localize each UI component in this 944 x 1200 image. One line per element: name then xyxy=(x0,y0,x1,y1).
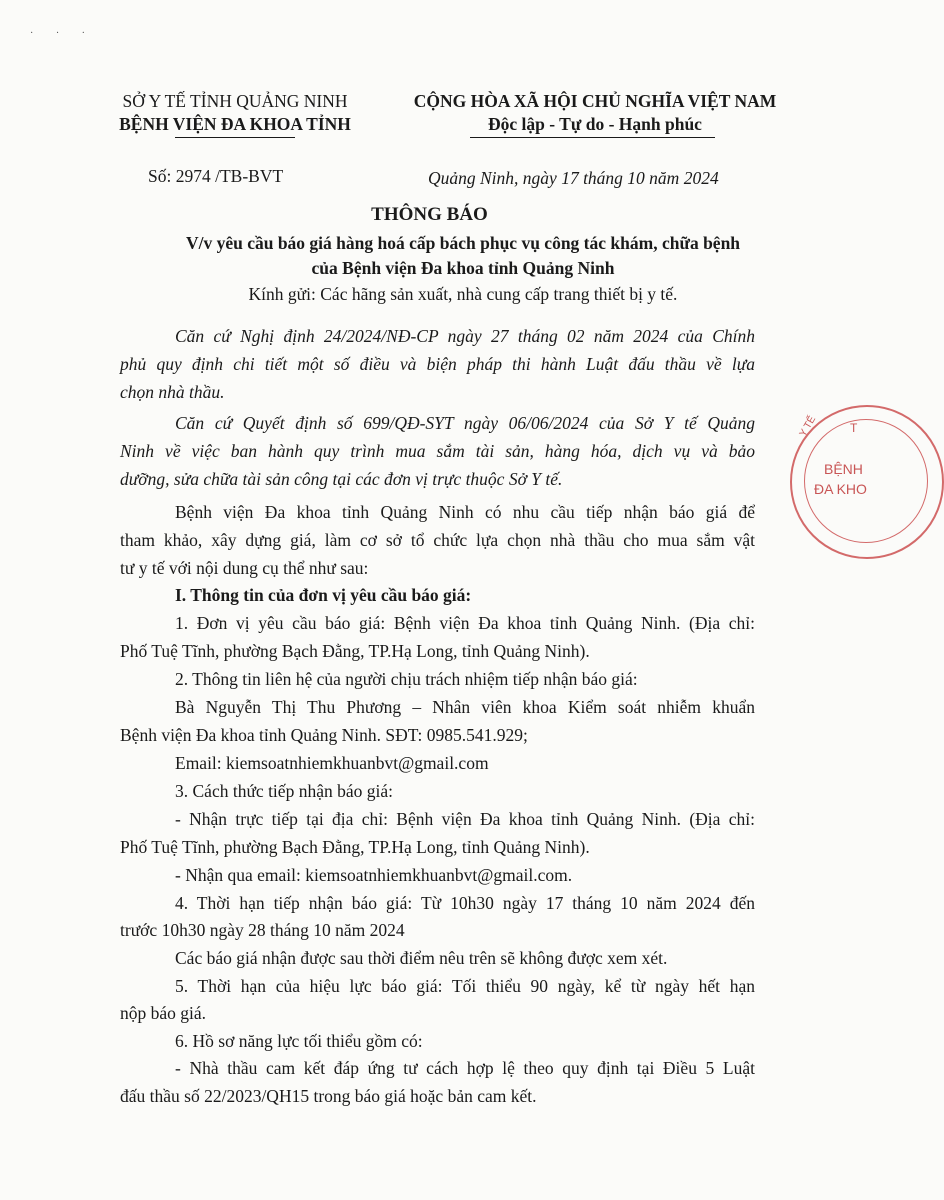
item4-line3: Các báo giá nhận được sau thời điểm nêu trên sẽ không được xem xét. xyxy=(175,948,668,968)
item1-line2: Phố Tuệ Tĩnh, phường Bạch Đằng, TP.Hạ Long, tỉnh Quảng Ninh). xyxy=(120,641,590,661)
basis1-line1: Căn cứ Nghị định 24/2024/NĐ-CP ngày 27 tháng 02 năm 2024 của Chính xyxy=(175,326,755,346)
header-right-line2: Độc lập - Tự do - Hạnh phúc xyxy=(488,114,702,134)
item2-line2: Bà Nguyễn Thị Thu Phương – Nhân viên khoa Kiểm soát nhiễm khuẩn xyxy=(175,697,755,717)
item1-line1: 1. Đơn vị yêu cầu báo giá: Bệnh viện Đa khoa tỉnh Quảng Ninh. (Địa chỉ: xyxy=(175,613,755,633)
item2-line1: 2. Thông tin liên hệ của người chịu trách nhiệm tiếp nhận báo giá: xyxy=(175,669,638,689)
item3-line4: - Nhận qua email: kiemsoatnhiemkhuanbvt@gmail.com. xyxy=(175,865,573,885)
stamp-text-left: Y TẾ xyxy=(797,414,819,439)
stamp-text-mid1: BỆNH xyxy=(824,461,863,477)
intro-line1: Bệnh viện Đa khoa tỉnh Quảng Ninh có nhu cầu tiếp nhận báo giá để xyxy=(175,502,755,522)
item6-line2: - Nhà thầu cam kết đáp ứng tư cách hợp lệ theo quy định tại Điều 5 Luật xyxy=(175,1058,755,1078)
doc-number: Số: 2974 /TB-BVT xyxy=(148,166,284,186)
item5-line2: nộp báo giá. xyxy=(120,1003,207,1023)
item3-line1: 3. Cách thức tiếp nhận báo giá: xyxy=(175,781,393,801)
scan-specks: · · · xyxy=(30,28,95,39)
recipient: Kính gửi: Các hãng sản xuất, nhà cung cấp trang thiết bị y tế. xyxy=(248,284,678,304)
item2-line3: Bệnh viện Đa khoa tỉnh Quảng Ninh. SĐT: 0985.541.929; xyxy=(120,725,528,745)
header-right xyxy=(380,90,810,136)
doc-title: THÔNG BÁO xyxy=(371,204,488,225)
header-left-line2: BỆNH VIỆN ĐA KHOA TỈNH xyxy=(119,114,351,134)
item3-line3: Phố Tuệ Tĩnh, phường Bạch Đằng, TP.Hạ Long, tỉnh Quảng Ninh). xyxy=(120,837,590,857)
item5-line1: 5. Thời hạn của hiệu lực báo giá: Tối thiểu 90 ngày, kể từ ngày hết hạn xyxy=(175,976,755,996)
item4-line1: 4. Thời hạn tiếp nhận báo giá: Từ 10h30 ngày 17 tháng 10 năm 2024 đến xyxy=(175,893,755,913)
item3-line2: - Nhận trực tiếp tại địa chỉ: Bệnh viện Đa khoa tỉnh Quảng Ninh. (Địa chỉ: xyxy=(175,809,755,829)
item6-line1: 6. Hồ sơ năng lực tối thiểu gồm có: xyxy=(175,1031,423,1051)
basis2-line3: dưỡng, sửa chữa tài sản công tại các đơn vị trực thuộc Sở Y tế. xyxy=(120,469,563,489)
subject-line1: V/v yêu cầu báo giá hàng hoá cấp bách phục vụ công tác khám, chữa bệnh xyxy=(185,233,741,253)
item2-email: Email: kiemsoatnhiemkhuanbvt@gmail.com xyxy=(175,753,489,773)
header-right-line1: CỘNG HÒA XÃ HỘI CHỦ NGHĨA VIỆT NAM xyxy=(413,91,777,111)
stamp-text-top: T xyxy=(850,421,858,435)
item4-line2: trước 10h30 ngày 28 tháng 10 năm 2024 xyxy=(120,920,405,940)
basis2-line2: Ninh về việc ban hành quy trình mua sắm tài sản, hàng hóa, dịch vụ và bảo xyxy=(120,441,755,461)
header-left-rule xyxy=(175,137,295,138)
stamp-text-mid2: ĐA KHO xyxy=(814,481,867,497)
header-left-line1: SỞ Y TẾ TỈNH QUẢNG NINH xyxy=(122,91,348,111)
basis1-line3: chọn nhà thầu. xyxy=(120,382,225,402)
basis2-line1: Căn cứ Quyết định số 699/QĐ-SYT ngày 06/06/2024 của Sở Y tế Quảng xyxy=(175,413,755,433)
item6-line3: đấu thầu số 22/2023/QH15 trong báo giá hoặc bản cam kết. xyxy=(120,1086,537,1106)
section1-heading: I. Thông tin của đơn vị yêu cầu báo giá: xyxy=(175,585,472,605)
intro-line3: tư y tế với nội dung cụ thể như sau: xyxy=(120,558,369,578)
header-right-rule xyxy=(470,137,715,138)
place-date: Quảng Ninh, ngày 17 tháng 10 năm 2024 xyxy=(428,168,719,188)
intro-line2: tham khảo, xây dựng giá, làm cơ sở tổ chức lựa chọn nhà thầu cho mua sắm vật xyxy=(120,530,755,550)
basis1-line2: phủ quy định chi tiết một số điều và biện pháp thi hành Luật đấu thầu về lựa xyxy=(120,354,755,374)
header-left xyxy=(95,90,375,136)
subject-line2: của Bệnh viện Đa khoa tỉnh Quảng Ninh xyxy=(311,258,615,278)
official-stamp xyxy=(790,405,944,559)
